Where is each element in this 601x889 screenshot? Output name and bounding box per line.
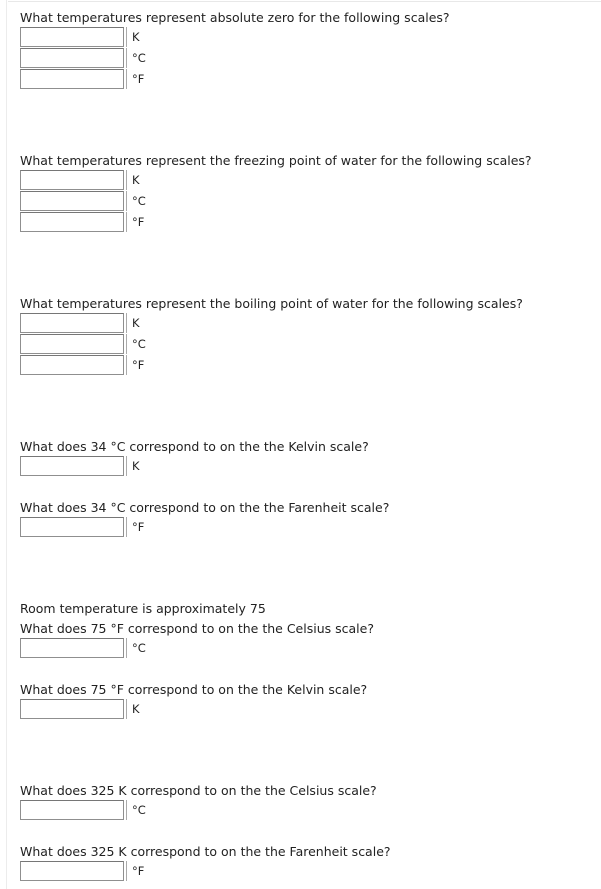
unit-label: °C	[126, 48, 146, 68]
question-75f-to-kelvin: What does 75 °F correspond to on the the Kelvin scale?	[20, 682, 368, 697]
unit-label: °C	[126, 334, 146, 354]
question-34c-to-fahrenheit: What does 34 °C correspond to on the the Farenheit scale?	[20, 500, 390, 515]
question-boiling-point: What temperatures represent the boiling point of water for the following scales?	[20, 296, 523, 311]
freezing-kelvin-input[interactable]	[20, 170, 124, 190]
question-325k-to-fahrenheit: What does 325 K correspond to on the the Farenheit scale?	[20, 844, 391, 859]
absolute-zero-fahrenheit-input[interactable]	[20, 69, 124, 89]
absolute-zero-celsius-input[interactable]	[20, 48, 124, 68]
unit-label: K	[126, 313, 140, 333]
room-temperature-intro: Room temperature is approximately 75	[20, 601, 266, 616]
unit-label: °F	[126, 861, 144, 881]
unit-label: K	[126, 27, 140, 47]
freezing-fahrenheit-row	[20, 212, 144, 233]
unit-label: °F	[126, 355, 144, 375]
unit-label: K	[126, 170, 140, 190]
unit-label: °C	[126, 800, 146, 820]
75f-kelvin-input[interactable]	[20, 699, 124, 719]
325k-fahrenheit-input[interactable]	[20, 861, 124, 881]
freezing-celsius-input[interactable]	[20, 191, 124, 211]
absolute-zero-kelvin-input[interactable]	[20, 27, 124, 47]
boiling-celsius-row	[20, 334, 146, 355]
boiling-celsius-input[interactable]	[20, 334, 124, 354]
absolute-zero-kelvin-row	[20, 27, 140, 48]
freezing-fahrenheit-input[interactable]	[20, 212, 124, 232]
boiling-kelvin-input[interactable]	[20, 313, 124, 333]
freezing-celsius-row	[20, 191, 146, 212]
boiling-fahrenheit-row	[20, 355, 144, 376]
unit-label: °F	[126, 517, 144, 537]
75f-celsius-row	[20, 638, 146, 659]
75f-kelvin-row	[20, 699, 140, 720]
question-absolute-zero: What temperatures represent absolute zero for the following scales?	[20, 10, 450, 25]
absolute-zero-fahrenheit-row	[20, 69, 144, 90]
top-divider	[8, 1, 601, 2]
unit-label: °C	[126, 191, 146, 211]
unit-label: K	[126, 456, 140, 476]
question-freezing-point: What temperatures represent the freezing point of water for the following scales?	[20, 153, 532, 168]
325k-celsius-row	[20, 800, 146, 821]
75f-celsius-input[interactable]	[20, 638, 124, 658]
34c-fahrenheit-row	[20, 517, 144, 538]
unit-label: °F	[126, 212, 144, 232]
unit-label: K	[126, 699, 140, 719]
unit-label: °F	[126, 69, 144, 89]
question-325k-to-celsius: What does 325 K correspond to on the the Celsius scale?	[20, 783, 377, 798]
unit-label: °C	[126, 638, 146, 658]
boiling-fahrenheit-input[interactable]	[20, 355, 124, 375]
absolute-zero-celsius-row	[20, 48, 146, 69]
34c-kelvin-row	[20, 456, 140, 477]
34c-fahrenheit-input[interactable]	[20, 517, 124, 537]
325k-celsius-input[interactable]	[20, 800, 124, 820]
freezing-kelvin-row	[20, 170, 140, 191]
325k-fahrenheit-row	[20, 861, 144, 882]
question-34c-to-kelvin: What does 34 °C correspond to on the the Kelvin scale?	[20, 439, 369, 454]
34c-kelvin-input[interactable]	[20, 456, 124, 476]
left-divider	[6, 0, 7, 889]
question-75f-to-celsius: What does 75 °F correspond to on the the Celsius scale?	[20, 621, 374, 636]
boiling-kelvin-row	[20, 313, 140, 334]
